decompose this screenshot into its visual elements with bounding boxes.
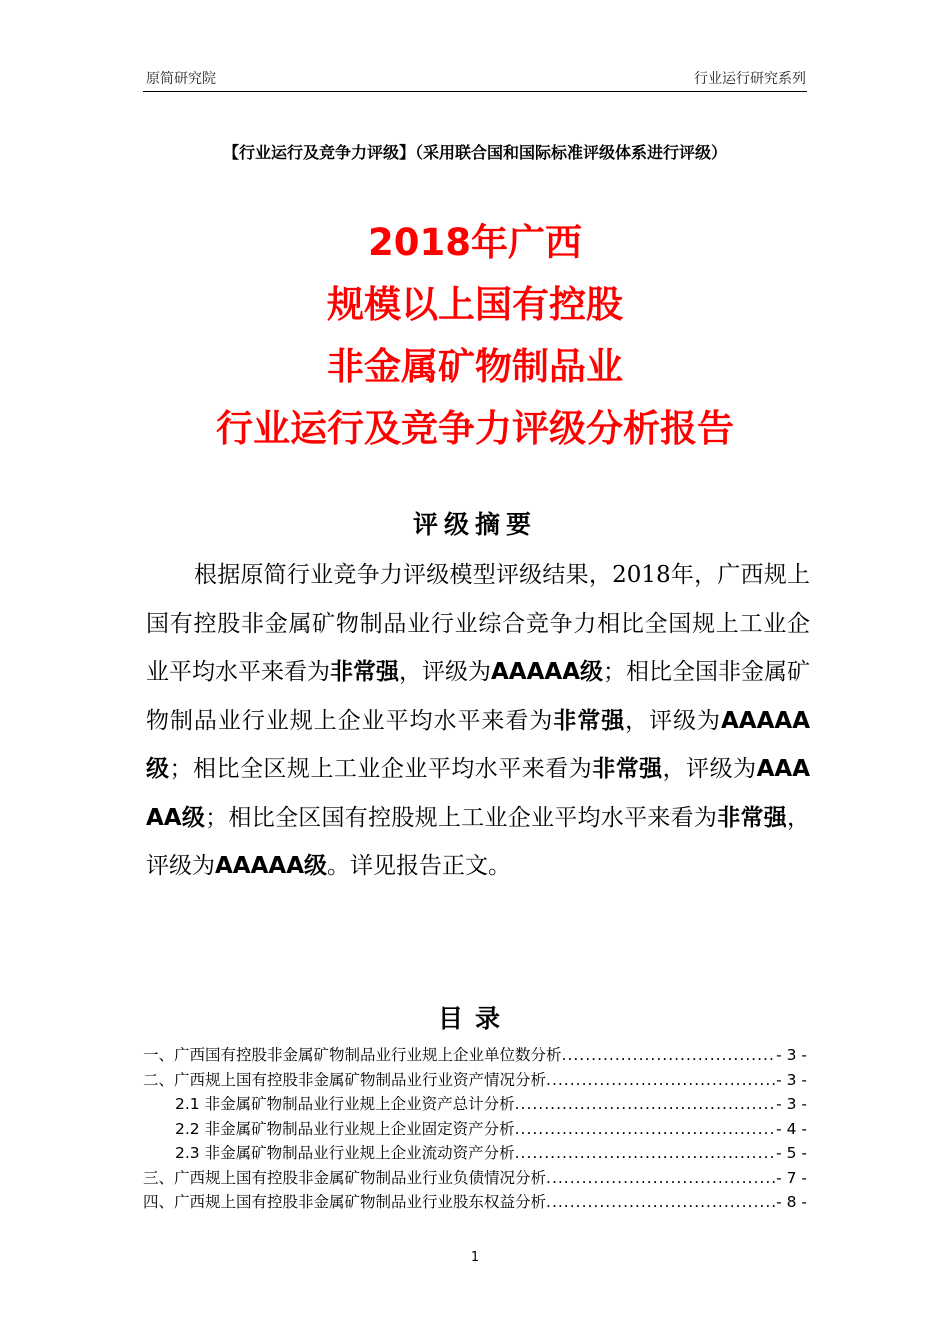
toc-item-page: - 8 - <box>776 1193 807 1211</box>
header-divider <box>143 91 807 92</box>
toc-item-page: - 7 - <box>776 1168 807 1187</box>
toc-item-title: 四、广西规上国有控股非金属矿物制品业行业股东权益分析 <box>143 1193 547 1211</box>
toc-item-title: 一、广西国有控股非金属矿物制品业行业规上企业单位数分析 <box>143 1046 562 1064</box>
title-line-1: 2018年广西 <box>368 221 582 264</box>
toc-subitem[interactable] <box>143 1092 807 1117</box>
summary-text: 根据原简行业竞争力评级模型评级结果，2018年，广西规上国有控股非金属矿物制品业行业综合竞争力相比全国规上工业企业平均水平来看为 <box>146 562 810 685</box>
toc-item-page: - 4 - <box>776 1119 807 1138</box>
rating-grade: AAAAA级 <box>146 707 811 782</box>
page-number: 1 <box>470 1250 480 1265</box>
summary-text: ；相比全国非金属矿物制品业行业规上企业平均水平来看为 <box>146 659 811 734</box>
summary-text: ，评级为 <box>399 659 491 685</box>
summary-text: ；相比全区国有控股规上工业企业平均水平来看为 <box>205 804 718 831</box>
rating-strength: 非常强 <box>592 756 663 782</box>
summary-text: 。详见报告正文。 <box>327 853 512 879</box>
toc-item[interactable] <box>143 1190 807 1215</box>
header-left: 原简研究院 <box>146 71 216 87</box>
toc-item-page: - 3 - <box>776 1046 807 1064</box>
toc-item[interactable] <box>143 1068 807 1093</box>
rating-strength: 非常强 <box>330 659 399 685</box>
summary-text: ，评级为 <box>625 707 721 734</box>
rating-strength: 非常强 <box>553 707 626 734</box>
toc-leader-dots <box>546 1169 776 1187</box>
toc-item-title: 2.3 非金属矿物制品业行业规上企业流动资产分析 <box>175 1144 515 1162</box>
toc-leader-dots <box>515 1144 777 1162</box>
toc-item-title: 2.1 非金属矿物制品业行业规上企业资产总计分析 <box>175 1095 515 1113</box>
summary-text: ，评级为 <box>662 756 757 782</box>
toc-leader-dots <box>546 1071 776 1089</box>
rating-grade: AAAAA级 <box>215 853 328 879</box>
rating-strength: 非常强 <box>717 804 788 831</box>
toc-item-title: 2.2 非金属矿物制品业行业规上企业固定资产分析 <box>175 1119 515 1138</box>
summary-text: ；相比全区规上工业企业平均水平来看为 <box>169 756 593 782</box>
table-of-contents <box>143 1043 807 1215</box>
toc-item-title: 三、广西规上国有控股非金属矿物制品业行业负债情况分析 <box>143 1168 547 1187</box>
toc-subitem[interactable] <box>143 1117 807 1142</box>
toc-subitem[interactable] <box>143 1141 807 1166</box>
toc-item-title: 二、广西规上国有控股非金属矿物制品业行业资产情况分析 <box>143 1070 547 1089</box>
toc-item[interactable] <box>143 1043 807 1068</box>
title-line-4: 行业运行及竞争力评级分析报告 <box>216 407 734 450</box>
toc-leader-dots <box>546 1193 776 1211</box>
toc-leader-dots <box>562 1046 777 1064</box>
header-right: 行业运行研究系列 <box>694 71 806 87</box>
toc-leader-dots <box>515 1120 777 1138</box>
report-title <box>100 212 850 460</box>
summary-text: ，评级为 <box>146 804 811 879</box>
toc-item[interactable] <box>143 1166 807 1191</box>
rating-grade: AAAAA级 <box>146 756 810 831</box>
rating-grade: AAAAA级 <box>491 659 604 685</box>
toc-item-page: - 3 - <box>776 1070 807 1089</box>
title-line-3: 非金属矿物制品业 <box>327 345 623 388</box>
title-line-2: 规模以上国有控股 <box>327 283 623 326</box>
toc-heading: 目录 <box>437 1004 512 1033</box>
summary-paragraph <box>146 551 810 891</box>
toc-item-page: - 3 - <box>776 1095 807 1113</box>
toc-leader-dots <box>515 1095 777 1113</box>
rating-tagline: 【行业运行及竞争力评级】（采用联合国和国际标准评级体系进行评级） <box>222 143 727 162</box>
toc-item-page: - 5 - <box>776 1144 807 1162</box>
summary-heading: 评级摘要 <box>412 510 537 539</box>
